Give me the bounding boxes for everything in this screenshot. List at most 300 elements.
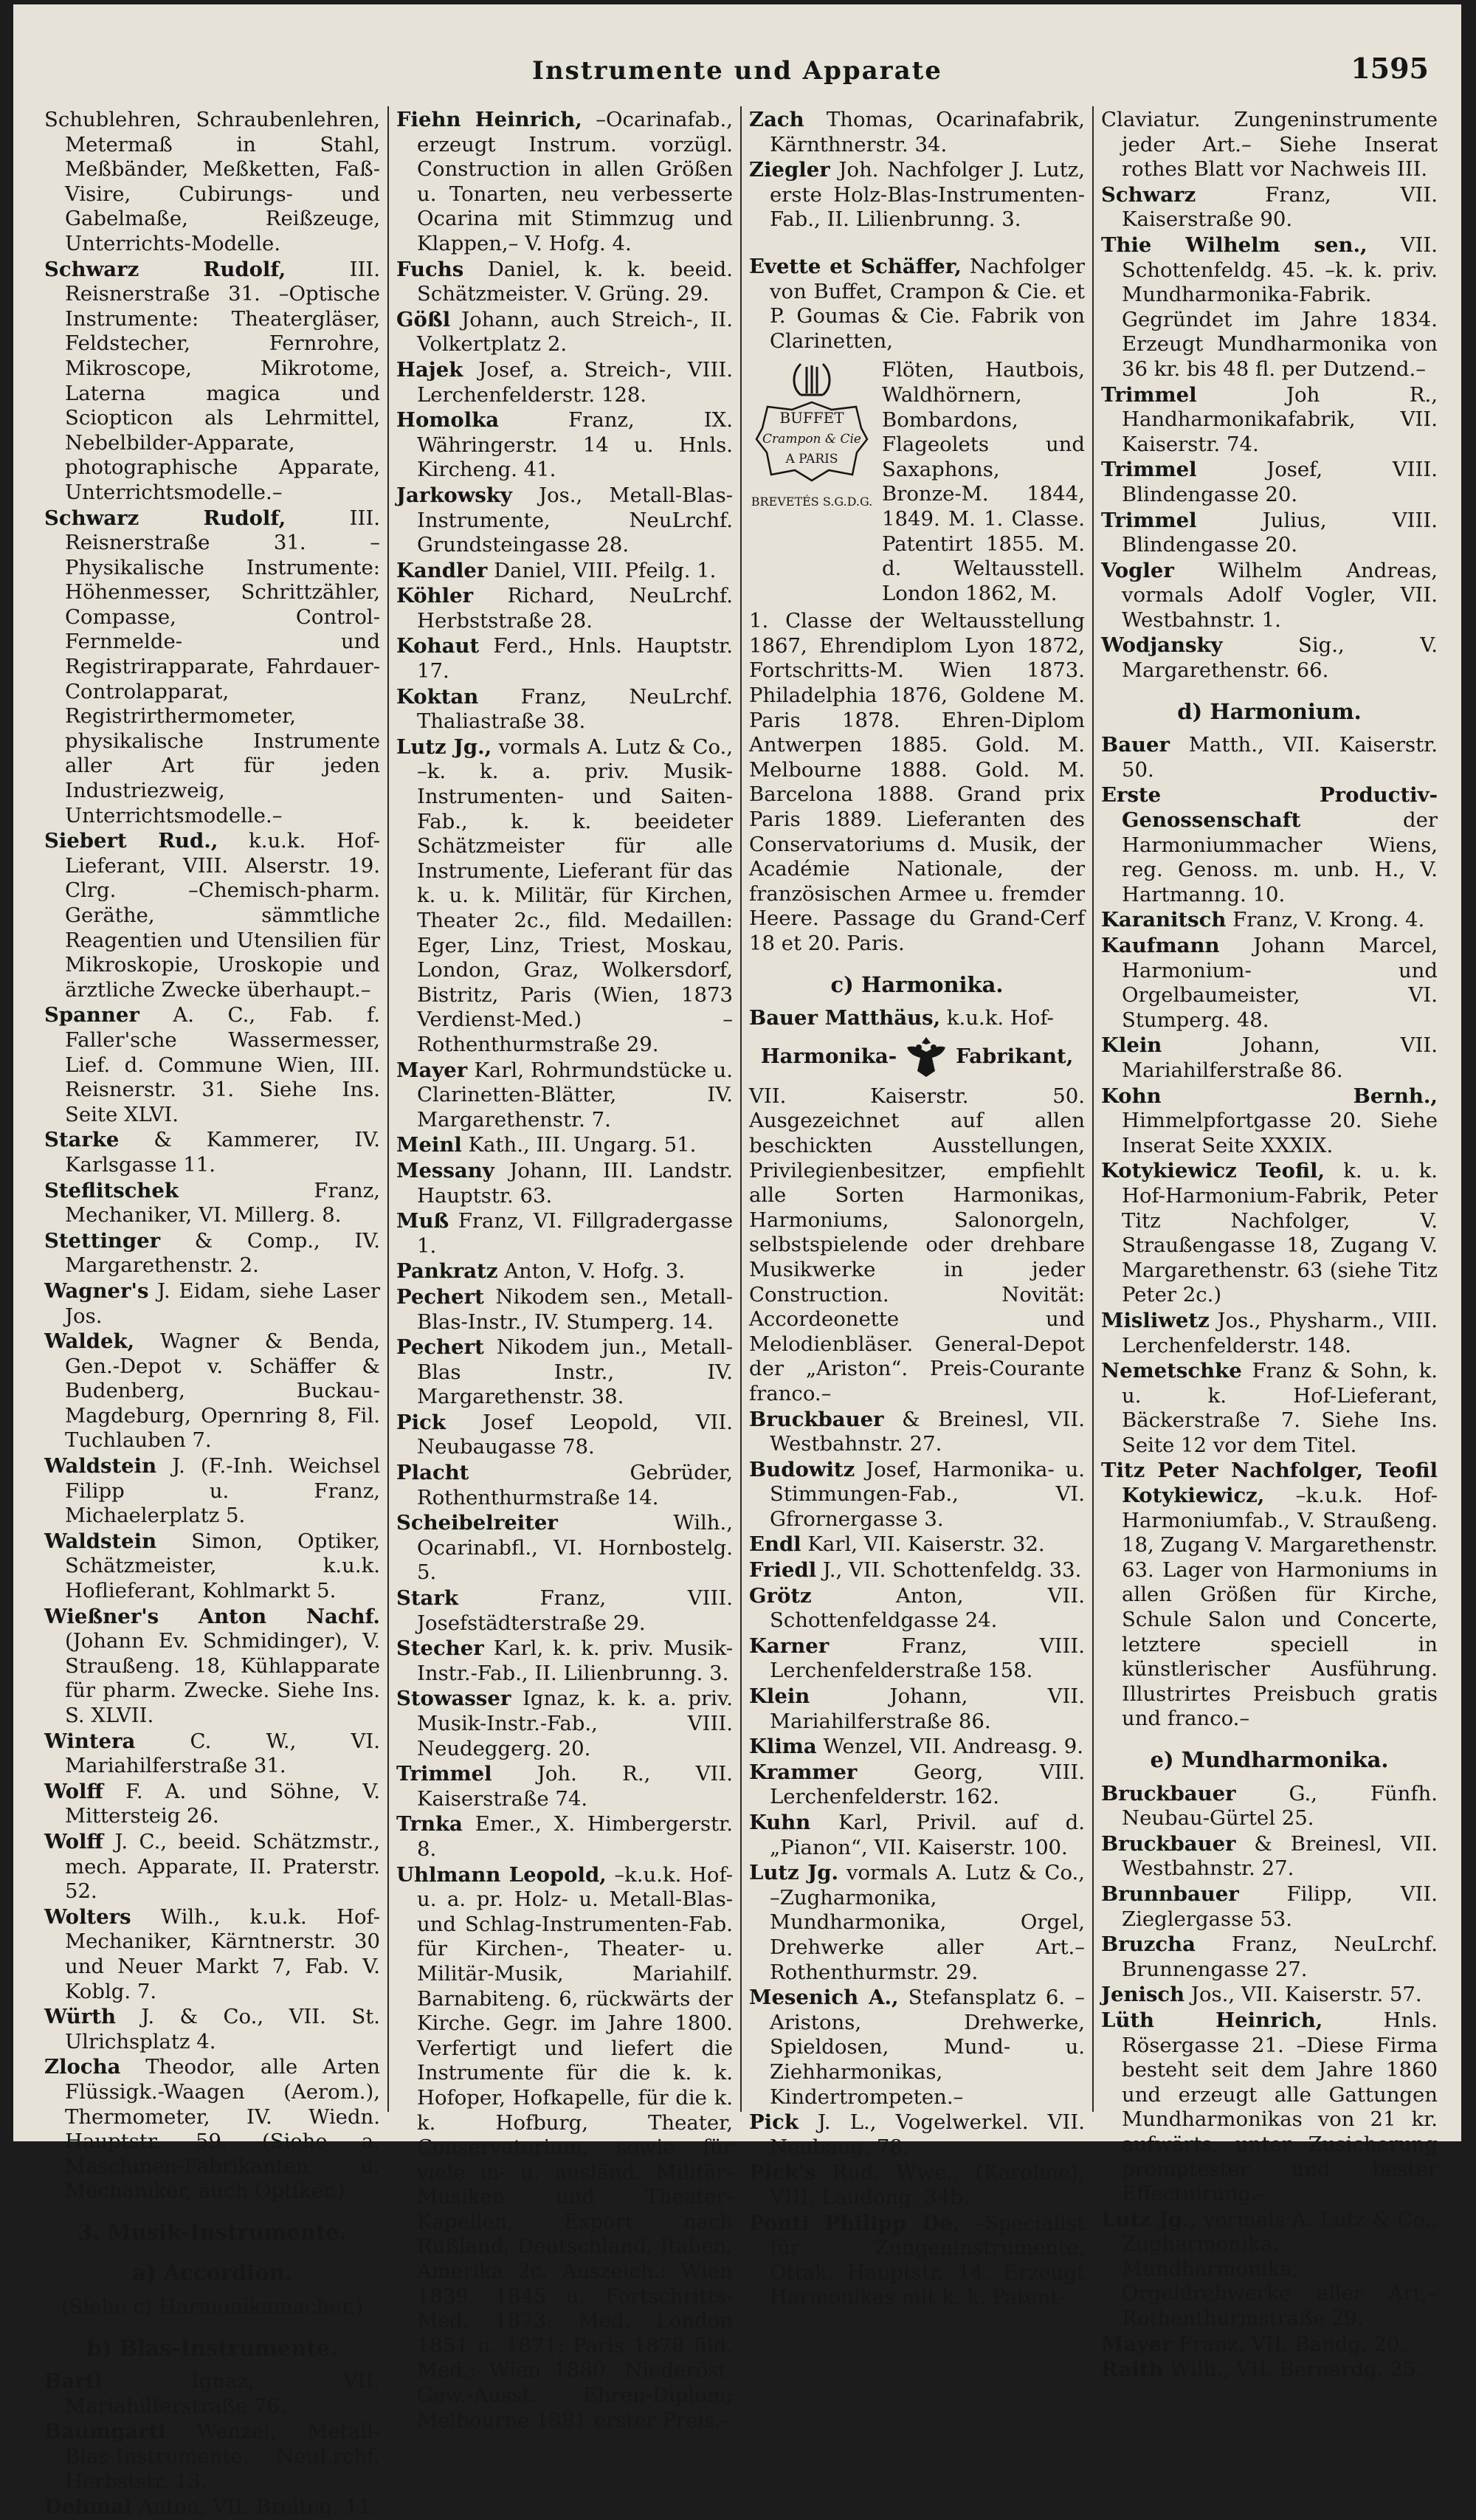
listing-details: VII. Schottenfeldg. 45. –k. k. priv. Mundharmonika-Fabrik. Gegründet im Jahre 1834. Erzeugt Mundharmonika von 36 kr. bis 48 fl. per Dutzend.– [1122, 233, 1438, 381]
listing-details: Kath., III. Ungarg. 51. [461, 1133, 697, 1157]
listing-details: Franz, VIII. Josefstädterstraße 29. [417, 1586, 733, 1635]
listing-name: Waldek, [44, 1329, 135, 1354]
listing-details: k.u.k. Hof-Lieferant, VIII. Alserstr. 19. Clrg. –Chemisch-pharm. Geräthe, sämmtliche Reagentien und Utensilien für Mikroskopie, Uroskopie und ärztliche Zwecke überhaupt.– [65, 829, 380, 1002]
listing-details: & Breinesl, VII. Westbahnstr. 27. [770, 1407, 1085, 1456]
listing-name: Friedl [749, 1558, 817, 1583]
listing-name: Trimmel [396, 1762, 492, 1786]
listing-details: III. Reisnerstraße 31. –Physikalische Instrumente: Höhenmesser, Schrittzähler, Compasse, Control-Fernmelde- und Registrirapparate, Fahrdauer-Controlapparat, Registrirthermometer, physikalische Instrumente aller Art für jeden Industriezweig, Unterrichtsmodelle.– [65, 506, 381, 827]
directory-listing [1101, 233, 1438, 382]
listing-name: Muß [396, 1209, 449, 1233]
lyre-emblem-icon [749, 358, 875, 513]
listing-details: Franz, VII. Kaiserstraße 90. [1122, 182, 1438, 232]
column-2 [396, 108, 733, 2432]
directory-listing [1101, 1882, 1438, 1932]
listing-name: Koktan [396, 684, 479, 709]
listing-name: Wodjansky [1101, 633, 1223, 658]
listing-details: Franz & Sohn, k. u. k. Hof-Lieferant, Bäckerstraße 7. Siehe Ins. Seite 12 vor dem Titel. [1122, 1359, 1438, 1457]
listing-name: Grötz [749, 1583, 812, 1608]
listing-name: Meinl [396, 1133, 462, 1157]
listing-details: Franz, VII. Bandg. 20. [1172, 2332, 1407, 2356]
listing-name: Fuchs [396, 257, 464, 281]
listing-name: Lutz Jg., [396, 734, 492, 759]
column-rule [1092, 106, 1094, 2112]
listing-details: & Comp., IV. Margarethenstr. 2. [65, 1228, 380, 1278]
logo-side-text: Flöten, Hautbois, Waldhörnern, Bombardons, Flageolets und Saxaphons, Bronze-M. 1844, 1849. M. 1. Classe. Patentirt 1855. M. d. Weltausstell. London 1862, M. [882, 358, 1085, 605]
listing-name: Bruckbauer [749, 1407, 884, 1431]
directory-listing [749, 1458, 1085, 1532]
running-title: Instrumente und Apparate [532, 56, 942, 86]
directory-listing [749, 1558, 1085, 1583]
listing-details: Ignaz, VII. Mariahilferstraße 76. [65, 2369, 380, 2418]
directory-listing [749, 158, 1085, 233]
directory-listing [396, 1863, 733, 2434]
section-heading: e) Mundharmonika. [1150, 1747, 1389, 1772]
listing-details: Joh R., Handharmonikafabrik, VII. Kaiserstr. 74. [1122, 382, 1438, 456]
column-3 [749, 108, 1086, 2310]
directory-listing [44, 1830, 380, 1904]
listing-details: vormals A. Lutz & Co., –Zugharmonika, Mundharmonika, Orgel, Drehwerke aller Art.– Rothenthurmstr. 29. [770, 1861, 1086, 1984]
directory-listing [44, 829, 380, 1002]
directory-listing [396, 1285, 733, 1335]
listing-details: Karl, k. k. priv. Musik-Instr.-Fab., II. Lilienbrunng. 3. [417, 1636, 733, 1685]
listing-details: –k.u.k. Hof- u. a. pr. Holz- u. Metall-Blas- und Schlag-Instrumenten-Fab. für Kirchen-, Theater- u. Militär-Musik, Mariahilf. Barnabiteng. 6, rückwärts der Kirche. Gegr. im Jahre 1800. Verfertigt und liefert die Instrumente für die k. k. Hofoper, Hofkapelle, für die k. k. Hofburg, Theater, Conservatorium, sowie für viele in- u. ausländ. Militär-Musiken und Theater-Kapellen, Export nach Rußland, Deutschland, Italien, Amerika 2c. Auszeich.: Wien 1839, 1845 u. Fortschritts-Med. 1873; Med. London 1851 u. 1871; Paris 1878 fild. Med.; Wien 1880, Niederöst. Gew.-Ausst. Ehren-Diplom; Melbourne 1881 erster Preis.– [417, 1862, 733, 2432]
directory-listing [396, 258, 733, 307]
listing-name: Pick's [749, 2161, 816, 2185]
directory-listing [396, 1411, 733, 1460]
listing-details: Jos., Metall-Blas-Instrumente, NeuLrchf. Grundsteingasse 28. [417, 483, 733, 557]
directory-listing [396, 1461, 733, 1510]
directory-listing [44, 258, 380, 506]
listing-details: Wilh., Ocarinabfl., VI. Hornbostelg. 5. [417, 1511, 733, 1585]
listing-name: Wagner's [44, 1278, 149, 1303]
listing-details: J., VII. Schottenfeldg. 33. [816, 1558, 1082, 1583]
logo-text-buffet: BUFFET [779, 409, 844, 427]
directory-listing [44, 2055, 380, 2204]
listing-details: J. L., Vogelwerkel. VII. Neubaug. 78. [770, 2110, 1085, 2159]
column-1 [44, 108, 381, 2519]
listing-name: Trimmel [1101, 382, 1197, 407]
listing-name: Pankratz [396, 1259, 498, 1284]
listing-details: Thomas, Ocarinafabrik, Kärnthnerstr. 34. [770, 108, 1085, 156]
listing-continuation [749, 609, 1085, 956]
directory-listing [1101, 2333, 1438, 2358]
listing-name: Wintera [44, 1729, 136, 1753]
listing-name: Scheibelreiter [396, 1511, 558, 1535]
listing-details: Josef, VIII. Blindengasse 20. [1122, 458, 1438, 506]
directory-listing [396, 1586, 733, 1636]
listing-details: Schublehren, Schraubenlehren, Metermaß in Stahl, Meßbänder, Meßketten, Faß-Visire, Cubirungs- und Gabelmaße, Reißzeuge, Unterrichts-Modelle. [44, 108, 380, 255]
listing-details: der Harmoniummacher Wiens, reg. Genoss. m. unb. H., V. Hartmanng. 10. [1122, 808, 1438, 906]
directory-page [13, 4, 1461, 2519]
directory-listing [396, 1636, 733, 1686]
listing-name: Wolters [44, 1904, 131, 1929]
listing-name: Lutz Jg. [749, 1861, 839, 1885]
listing-details: Ferd., Hnls. Hauptstr. 17. [417, 634, 733, 684]
listing-details: vormals A. Lutz & Co., Zugharmonika, Mundharmonika, Orgeldrehwerke aller Art,– Rothenthurmstraße 29. [1122, 2207, 1438, 2331]
listing-details: Wilhelm Andreas, vormals Adolf Vogler, VII. Westbahnstr. 1. [1122, 558, 1438, 632]
directory-listing [396, 483, 733, 558]
listing-name: Trimmel [1101, 508, 1197, 532]
directory-listing [1101, 183, 1438, 233]
listing-details: J. C., beeid. Schätzmstr., mech. Apparate, II. Praterstr. 52. [65, 1829, 380, 1904]
listing-name: Kaufmann [1101, 934, 1220, 957]
listing-name: Steflitschek [44, 1178, 179, 1202]
listing-details: Franz, IX. Währingerstr. 14 u. Hnls. Kircheng. 41. [417, 408, 733, 482]
directory-listing [396, 1259, 733, 1284]
directory-listing [44, 1329, 380, 1453]
listing-details: J. & Co., VII. St. Ulrichsplatz 4. [65, 2005, 380, 2053]
listing-details: –Ocarinafab., erzeugt Instrum. vorzügl. Construction in allen Größen u. Tonarten, neu verbesserte Ocarina mit Stimmzug und Klappen,– V. Hofg. 4. [417, 108, 733, 255]
section-heading: b) Blas-Instrumente. [86, 2335, 338, 2361]
listing-details: Wenzel, Metall-Blas-Instrumente, NeuLrchf. Herbststr. 13. [65, 2420, 380, 2493]
directory-listing [1101, 1832, 1438, 1882]
listing-details: C. W., VI. Mariahilferstraße 31. [65, 1729, 380, 1778]
directory-listing [1101, 633, 1438, 683]
directory-listing [44, 1003, 380, 1127]
directory-listing [44, 1179, 380, 1228]
listing-details: Rud. Wwe., (Karoline), VIII. Laudong. 34b. [770, 2161, 1085, 2209]
listing-details: Stefansplatz 6. –Aristons, Drehwerke, Spieldosen, Mund- u. Ziehharmonikas, Kindertrompeten.– [770, 1986, 1086, 2109]
listing-name: Dehmal [44, 2495, 132, 2519]
listing-details: k. u. k. Hof-Harmonium-Fabrik, Peter Titz Nachfolger, V. Straußengasse 18, Zugang V. Margarethenstr. 63 (siehe Titz Peter 2c.) [1122, 1159, 1438, 1307]
listing-details: Josef, Harmonika- u. Stimmungen-Fab., VI. Gfrornergasse 3. [770, 1457, 1085, 1531]
directory-listing [396, 1335, 733, 1410]
directory-listing [44, 1905, 380, 2004]
directory-listing [396, 559, 733, 584]
directory-listing [1101, 2208, 1438, 2332]
listing-details: Johann, auch Streich-, II. Volkertplatz 2. [417, 307, 733, 357]
listing-details: –k.u.k. Hof-Harmoniumfab., V. Straußeng. 18, Zugang V. Margarethenstr. 63. Lager von Harmoniums in allen Größen für Kirche, Schule Salon und Concerte, letztere speciell in künstlerischer Ausführung. Illustrirtes Preisbuch gratis und franco.– [1122, 1484, 1438, 1731]
listing-details: Nachfolger von Buffet, Crampon & Cie. et P. Goumas & Cie. Fabrik von Clarinetten, [770, 254, 1085, 353]
eagle-right-text: Fabrikant, [956, 1044, 1074, 1068]
listing-details: Nikodem jun., Metall-Blas Instr., IV. Margarethenstr. 38. [417, 1335, 733, 1409]
listing-name: Bartl [44, 2369, 103, 2394]
listing-name: Uhlmann Leopold, [396, 1862, 607, 1887]
directory-listing [44, 2369, 380, 2419]
listing-name: Jarkowsky [396, 483, 512, 507]
directory-listing [396, 1762, 733, 1811]
directory-listing [1101, 1932, 1438, 1982]
listing-details: A. C., Fab. f. Faller'sche Wassermesser, Lief. d. Commune Wien, III. Reisnerstr. 31. Siehe Ins. Seite XLVI. [65, 1003, 380, 1126]
directory-listing [749, 1584, 1085, 1633]
directory-listing [396, 408, 733, 483]
directory-listing [1101, 934, 1438, 1033]
listing-details: Wagner & Benda, Gen.-Depot v. Schäffer & Budenberg, Buckau-Magdeburg, Opernring 8, Fil. Tuchlauben 7. [65, 1329, 380, 1453]
directory-listing [1101, 1359, 1438, 1458]
directory-listing [44, 2420, 380, 2494]
listing-name: Evette et Schäffer, [749, 254, 962, 278]
listing-name: Bruckbauer [1101, 1831, 1236, 1856]
listing-details: (Siehe c) Harmonikamacher.) [61, 2295, 364, 2319]
listing-details: Georg, VIII. Lerchenfelderstr. 162. [770, 1760, 1085, 1809]
listing-name: Thie Wilhelm sen., [1101, 233, 1368, 257]
listing-name: Wolff [44, 1779, 104, 1803]
directory-listing [749, 1532, 1085, 1557]
directory-listing [396, 108, 733, 257]
listing-name: Bruckbauer [1101, 1781, 1236, 1805]
listing-details: Claviatur. Zungeninstrumente jeder Art.– Siehe Inserat rothes Blatt vor Nachweis III. [1101, 108, 1438, 182]
listing-details: Wilh., VII. Bernardg. 25. [1163, 2358, 1422, 2382]
listing-details: Emer., X. Himbergerstr. 8. [417, 1812, 733, 1861]
listing-name: Zach [749, 108, 804, 131]
listing-details: Daniel, k. k. beeid. Schätzmeister. V. Grüng. 29. [417, 257, 733, 306]
listing-details: Karl, Privil. auf d. „Pianon“, VII. Kaiserstr. 100. [770, 1811, 1085, 1859]
listing-details: Anton, VII. Schottenfeldgasse 24. [770, 1583, 1085, 1633]
listing-details: Joh. R., VII. Kaiserstraße 74. [417, 1762, 733, 1811]
listing-details: Gebrüder, Rothenthurmstraße 14. [417, 1461, 733, 1509]
listing-name: Pick [749, 2110, 799, 2135]
directory-listing [396, 685, 733, 734]
listing-name: Zlocha [44, 2055, 121, 2079]
listing-details: Sig., V. Margarethenstr. 66. [1122, 633, 1438, 683]
listing-name: Starke [44, 1128, 120, 1152]
listing-name: Endl [749, 1532, 801, 1557]
logo-text-paris: A PARIS [785, 452, 838, 467]
listing-details: & Breinesl, VII. Westbahnstr. 27. [1122, 1831, 1438, 1881]
directory-listing [44, 2005, 380, 2054]
listing-details: Karl, VII. Kaiserstr. 32. [801, 1532, 1045, 1557]
listing-details: Franz, VIII. Lerchenfelderstraße 158. [770, 1633, 1085, 1683]
listing-name: Lüth Heinrich, [1101, 2008, 1323, 2032]
double-eagle-icon [904, 1034, 948, 1080]
directory-listing [396, 1511, 733, 1586]
buffet-crampon-logo-block [749, 358, 1085, 606]
listing-details: Wenzel, VII. Andreasg. 9. [816, 1735, 1084, 1759]
listing-name: Trimmel [1101, 458, 1197, 482]
listing-name: Stark [396, 1586, 458, 1611]
section-heading: a) Accordion. [132, 2260, 292, 2286]
directory-listing [1101, 2358, 1438, 2383]
directory-listing [749, 1006, 1085, 1031]
directory-listing [1101, 559, 1438, 633]
listing-name: Bauer [1101, 733, 1170, 757]
listing-details: Julius, VIII. Blindengasse 20. [1122, 508, 1438, 557]
listing-name: Bauer Matthäus, [749, 1006, 941, 1030]
listing-name: Baumgartl [44, 2420, 166, 2444]
listing-name: Würth [44, 2005, 116, 2029]
directory-listing [396, 1812, 733, 1862]
directory-listing [749, 1811, 1085, 1860]
listing-details: Johann, III. Landstr. Hauptstr. 63. [417, 1158, 733, 1208]
listing-details: Anton, V. Hofg. 3. [497, 1259, 686, 1284]
listing-name: Titz Peter Nachfolger, Teofil Kotykiewicz, [1101, 1459, 1438, 1508]
logo-text-crampon: Crampon & Cie [762, 432, 861, 447]
section-heading: d) Harmonium. [1177, 698, 1362, 724]
listing-name: Raith [1101, 2358, 1164, 2382]
listing-details: Franz, VI. Fillgradergasse 1. [417, 1209, 733, 1258]
directory-listing [44, 1128, 380, 1177]
listing-details: Jos., VII. Kaiserstr. 57. [1184, 1983, 1422, 2007]
directory-listing [396, 308, 733, 357]
listing-details: Karl, Rohrmundstücke u. Clarinetten-Blätter, IV. Margarethenstr. 7. [417, 1058, 733, 1132]
directory-listing [749, 1986, 1085, 2110]
listing-details: Simon, Optiker, Schätzmeister, k.u.k. Hoflieferant, Kohlmarkt 5. [65, 1529, 380, 1603]
directory-listing [1101, 383, 1438, 458]
directory-listing [396, 584, 733, 633]
directory-listing [749, 1735, 1085, 1760]
listing-name: Nemetschke [1101, 1359, 1242, 1383]
listing-details: (Johann Ev. Schmidinger), V. Straußeng. 18, Kühlapparate für pharm. Zwecke. Siehe Ins. S. XLVII. [65, 1629, 380, 1727]
listing-name: Mesenich A., [749, 1986, 899, 2010]
listing-details: III. Reisnerstraße 31. –Optische Instrumente: Theatergläser, Feldstecher, Fernrohre, Mikroscope, Mikrotome, Laterna magica und Sciopticon als Lehrmittel, Nebelbilder-Apparate, photographische Apparate, Unterrichtsmodelle.– [65, 257, 381, 504]
listing-name: Jenisch [1101, 1983, 1185, 2007]
listing-name: Fiehn Heinrich, [396, 108, 582, 131]
directory-listing [1101, 1983, 1438, 2008]
listing-name: Kotykiewicz Teofil, [1101, 1159, 1325, 1183]
listing-details: Filipp, VII. Zieglergasse 53. [1122, 1882, 1438, 1931]
listing-name: Stowasser [396, 1687, 511, 1711]
listing-name: Wolff [44, 1829, 104, 1853]
directory-listing [1101, 733, 1438, 782]
directory-listing [749, 2110, 1085, 2160]
listing-details: Franz, V. Krong. 4. [1226, 908, 1425, 932]
hof-eagle-row [749, 1034, 1085, 1080]
listing-details: J. Eidam, siehe Laser Jos. [65, 1278, 380, 1328]
listing-name: Klima [749, 1735, 817, 1759]
listing-name: Schwarz [1101, 182, 1196, 207]
directory-listing [1101, 908, 1438, 933]
directory-listing [396, 1058, 733, 1133]
listing-name: Placht [396, 1461, 469, 1485]
directory-listing [44, 108, 380, 257]
eagle-left-text: Harmonika- [760, 1044, 897, 1068]
directory-listing [396, 735, 733, 1058]
listing-details: Franz, NeuLrchf. Brunnengasse 27. [1122, 1932, 1438, 1981]
listing-name: Bruzcha [1101, 1932, 1196, 1957]
directory-listing [396, 358, 733, 407]
column-4 [1101, 108, 1438, 2382]
directory-listing [1101, 1033, 1438, 1083]
directory-listing [1101, 509, 1438, 558]
directory-listing [749, 1408, 1085, 1457]
listing-details: k.u.k. Hof- [940, 1006, 1054, 1030]
listing-details: VII. Kaiserstr. 50. Ausgezeichnet auf allen beschickten Ausstellungen, Privilegienbesitzer, empfiehlt alle Sorten Harmonikas, Harmoniums, Salonorgeln, selbstspielende oder drehbare Musikwerke in jeder Construction. Novität: Accordeonette und Melodienbläser. General-Depot der „Ariston“. Preis-Courante franco.– [749, 1084, 1085, 1405]
listing-details: Joh. Nachfolger J. Lutz, erste Holz-Blas-Instrumenten-Fab., II. Lilienbrunng. 3. [770, 158, 1085, 232]
directory-listing [396, 1209, 733, 1259]
listing-name: Klein [1101, 1033, 1162, 1058]
listing-details: Josef, a. Streich-, VIII. Lerchenfelderstr. 128. [417, 357, 733, 407]
directory-listing [44, 1454, 380, 1529]
listing-details: Matth., VII. Kaiserstr. 50. [1122, 733, 1438, 782]
listing-details: J. (F.-Inh. Weichsel Filipp u. Franz, Michaelerplatz 5. [65, 1454, 380, 1528]
listing-details: G., Fünfh. Neubau-Gürtel 25. [1122, 1781, 1438, 1831]
listing-details: Hnls. Rösergasse 21. –Diese Firma besteht seit dem Jahre 1860 und erzeugt alle Gattungen Mundharmonikas von 21 kr. aufwärts, unter Zusicherung promptester und bester Effectuirung.– [1122, 2008, 1438, 2206]
directory-listing [1101, 1782, 1438, 1831]
listing-details: Himmelpfortgasse 20. Siehe Inserat Seite XXXIX. [1122, 1109, 1438, 1157]
directory-listing [1101, 108, 1438, 182]
listing-name: Spanner [44, 1003, 139, 1027]
listing-details: Josef Leopold, VII. Neubaugasse 78. [417, 1410, 733, 1459]
listing-name: Brunnbauer [1101, 1882, 1239, 1906]
listing-details: Wilh., k.u.k. Hof-Mechaniker, Kärntnerstr. 30 und Neuer Markt 7, Fab. V. Koblg. 7. [65, 1904, 380, 2003]
listing-name: Budowitz [749, 1457, 855, 1481]
listing-details: Franz, Mechaniker, VI. Millerg. 8. [65, 1178, 380, 1228]
listing-name: Schwarz Rudolf, [44, 506, 286, 530]
listing-details: Ignaz, k. k. a. priv. Musik-Instr.-Fab., VIII. Neudeggerg. 20. [417, 1687, 733, 1760]
directory-listing [749, 255, 1085, 354]
directory-listing [396, 634, 733, 684]
listing-details: Nikodem sen., Metall-Blas-Instr., IV. Stumperg. 14. [417, 1284, 733, 1334]
directory-listing [396, 1159, 733, 1208]
directory-listing [44, 1605, 380, 1729]
listing-name: Mayer [396, 1058, 468, 1082]
directory-listing [44, 506, 380, 829]
listing-name: Kandler [396, 558, 488, 582]
listing-details: Richard, NeuLrchf. Herbststraße 28. [417, 584, 733, 633]
directory-listing [44, 1229, 380, 1278]
listing-name: Mayer [1101, 2332, 1173, 2356]
directory-listing [1101, 1309, 1438, 1358]
section-heading: 3. Musik-Instrumente. [77, 2219, 347, 2245]
listing-name: Kohaut [396, 634, 480, 658]
directory-listing [44, 1729, 380, 1779]
listing-details: Daniel, VIII. Pfeilg. 1. [487, 558, 717, 582]
listing-name: Karner [749, 1633, 830, 1658]
directory-listing [396, 1133, 733, 1158]
listing-name: Hajek [396, 357, 463, 382]
listing-name: Klein [749, 1684, 810, 1709]
listing-name: Stettinger [44, 1228, 161, 1253]
listing-details: –Specialist für Zungeninstrumente, Ottak. Hauptstr. 14. Erzeugt Harmonikas mit k. k. Patent- [770, 2211, 1085, 2310]
directory-listing [749, 1760, 1085, 1810]
listing-name: Kuhn [749, 1811, 811, 1834]
column-rule [387, 106, 389, 2112]
directory-listing [1101, 783, 1438, 907]
directory-listing [44, 2495, 380, 2520]
listing-details: & Kammerer, IV. Karlsgasse 11. [65, 1128, 380, 1177]
listing-details: Franz, NeuLrchf. Thaliastraße 38. [417, 684, 733, 734]
listing-details: F. A. und Söhne, V. Mittersteig 26. [65, 1779, 380, 1828]
listing-name: Erste Productiv-Genossenschaft [1101, 783, 1438, 833]
listing-name: Lutz Jg., [1101, 2207, 1197, 2231]
listing-continuation [749, 1084, 1085, 1407]
listing-name: Messany [396, 1158, 494, 1182]
page-number: 1595 [1351, 52, 1429, 85]
listing-name: Ziegler [749, 158, 830, 182]
directory-listing [1101, 1159, 1438, 1308]
directory-listing [749, 1634, 1085, 1684]
listing-name: Pick [396, 1410, 446, 1434]
listing-name: Stecher [396, 1636, 484, 1661]
listing-details: Theodor, alle Arten Flüssigk.-Waagen (Aerom.), Thermometer, IV. Wiedn. Hauptstr. 59. (Siehe a. Maschinen-Fabrikanten u. Mechaniker, auch Optiker.) [65, 2055, 380, 2203]
directory-listing [749, 108, 1085, 157]
listing-name: Schwarz Rudolf, [44, 257, 286, 281]
listing-name: Siebert Rud., [44, 829, 218, 853]
listing-name: Ponti Philipp De, [749, 2211, 959, 2235]
directory-listing [1101, 1084, 1438, 1159]
listing-name: Krammer [749, 1760, 858, 1784]
listing-name: Misliwetz [1101, 1308, 1210, 1332]
directory-listing [44, 1279, 380, 1329]
listing-name: Karanitsch [1101, 908, 1227, 932]
directory-listing [749, 2161, 1085, 2210]
listing-name: Waldstein [44, 1529, 157, 1553]
listing-name: Kohn Bernh., [1101, 1084, 1438, 1108]
listing-details: Anton, VII. Breiteg. 11. [131, 2495, 378, 2519]
directory-listing [396, 1687, 733, 1761]
listing-details: Jos., Physharm., VIII. Lerchenfelderstr. 148. [1122, 1308, 1438, 1357]
listing-details: 1. Classe der Weltausstellung 1867, Ehrendiplom Lyon 1872, Fortschritts-M. Wien 1873. Philadelphia 1876, Goldene M. Paris 1878. Ehren-Diplom Antwerpen 1885. Gold. M. Melbourne 1888. Gold. M. Barcelona 1888. Grand prix Paris 1889. Lieferanten des Conservatoriums d. Musik, der Académie Nationale, der französischen Armee u. fremder Heere. Passage du Grand-Cerf 18 et 20. Paris. [749, 609, 1085, 955]
directory-listing [44, 1529, 380, 1604]
column-rule [740, 106, 742, 2112]
listing-details: vormals A. Lutz & Co., –k. k. a. priv. Musik-Instrumenten- und Saiten-Fab., k. k. beeideter Schätzmeister für alle Instrumente, Lieferant für das k. u. k. Militär, für Kirchen, Theater 2c., fild. Medaillen: Eger, Linz, Triest, Moskau, London, Graz, Wolkersdorf, Bistritz, Paris (Wien, 1873 Verdienst-Med.) –Rothenthurmstraße 29. [417, 734, 733, 1056]
directory-listing [749, 1684, 1085, 1734]
directory-listing [1101, 1459, 1438, 1732]
listing-name: Wießner's Anton Nachf. [44, 1604, 380, 1628]
directory-listing [749, 2211, 1085, 2310]
listing-name: Gößl [396, 307, 451, 331]
listing-name: Pechert [396, 1335, 484, 1360]
